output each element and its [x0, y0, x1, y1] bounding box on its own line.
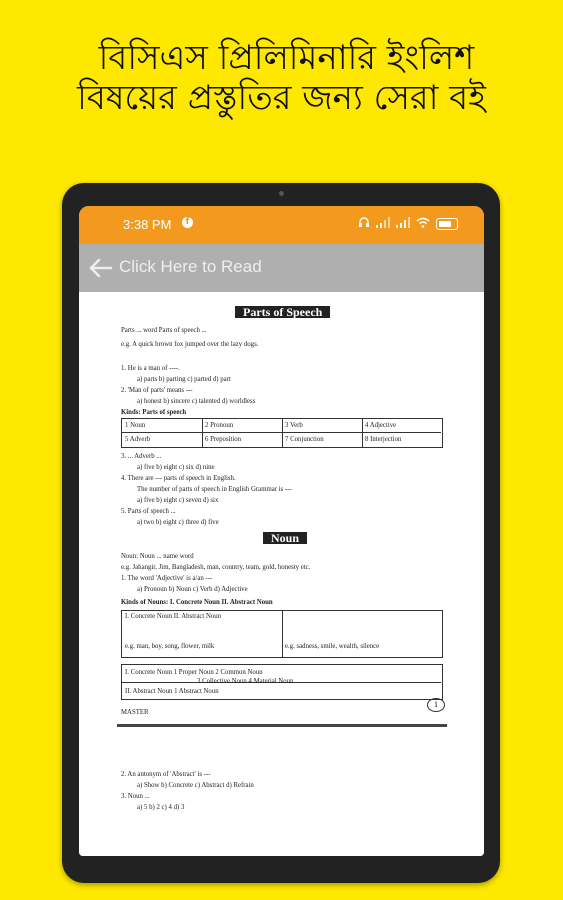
status-bar: [79, 206, 484, 244]
headphones-icon: [358, 216, 370, 232]
kinds-label: Kinds: Parts of speech: [121, 409, 187, 416]
section-title-parts-of-speech: Parts of Speech: [235, 306, 330, 318]
doc-line: a) Show b) Concrete c) Abstract d) Refrain: [137, 782, 254, 789]
tablet-screen: [79, 206, 484, 856]
section-title-noun: Noun: [263, 532, 307, 544]
doc-line: 3. ... Adverb ...: [121, 453, 162, 460]
headline-line-2: বিষয়ের প্রস্তুতির জন্য সেরা বই: [77, 78, 486, 118]
doc-line: 5. Parts of speech ...: [121, 508, 176, 515]
doc-line: The number of parts of speech in English Grammar is ---: [137, 486, 292, 493]
kinds-cell: 1 Noun: [125, 422, 146, 429]
doc-line: Kinds of Nouns: I. Concrete Noun II. Abstract Noun: [121, 599, 273, 606]
kinds-cell: 8 Interjection: [365, 436, 402, 443]
doc-line: Parts ... word Parts of speech ...: [121, 327, 207, 334]
tablet-frame: [62, 183, 500, 883]
next-page-preview: [117, 770, 459, 850]
doc-line: a) five b) eight c) seven d) six: [137, 497, 219, 504]
doc-line: 1. The word 'Adjective' is a/an ---: [121, 575, 213, 582]
wifi-icon: [416, 217, 430, 232]
status-icons: [358, 216, 458, 232]
headline-line-1: বিসিএস প্রিলিমিনারি ইংলিশ: [98, 38, 475, 78]
camera-dot: [279, 191, 284, 196]
doc-line: e.g. Jahangir, Jim, Bangladesh, man, country, team, gold, honesty etc.: [121, 564, 311, 571]
doc-line: 1. He is a man of ----.: [121, 365, 180, 372]
doc-line: 3. Noun ...: [121, 793, 150, 800]
signal-icon: [376, 217, 390, 232]
doc-line: a) 5 b) 2 c) 4 d) 3: [137, 804, 185, 811]
read-link[interactable]: Click Here to Read: [119, 257, 262, 276]
doc-line: a) two b) eight c) three d) five: [137, 519, 219, 526]
promo-headline: [0, 38, 563, 118]
signal-icon-2: [396, 217, 410, 232]
doc-line: 4. There are --- parts of speech in English.: [121, 475, 236, 482]
battery-icon: [436, 218, 458, 230]
facebook-icon: f: [182, 217, 193, 228]
footer-label: MASTER: [121, 709, 149, 716]
doc-line: 2. 'Man of parts' means ---: [121, 387, 193, 394]
arrow-left-icon[interactable]: [87, 256, 113, 280]
doc-line: 2. An antonym of 'Abstract' is ---: [121, 771, 211, 778]
kinds-cell: 4 Adjective: [365, 422, 397, 429]
doc-line: e.g. sadness, smile, wealth, silence: [285, 643, 380, 650]
doc-line: a) Pronoun b) Noun c) Verb d) Adjective: [137, 586, 248, 593]
doc-line: e.g. man, boy, song, flower, milk: [125, 643, 215, 650]
kinds-cell: 7 Conjunction: [285, 436, 324, 443]
doc-line: II. Abstract Noun 1 Abstract Noun: [125, 688, 219, 695]
doc-line: e.g. A quick brown fox jumped over the lazy dogs.: [121, 341, 259, 348]
doc-line: I. Concrete Noun II. Abstract Noun: [125, 613, 222, 620]
kinds-cell: 6 Preposition: [205, 436, 242, 443]
doc-line: I. Concrete Noun 1 Proper Noun 2 Common Noun: [125, 669, 263, 676]
scanned-page: [117, 300, 459, 760]
kinds-cell: 5 Adverb: [125, 436, 151, 443]
app-bar: [79, 244, 484, 292]
kinds-cell: 2 Pronoun: [205, 422, 234, 429]
doc-line: Noun: Noun ... name word: [121, 553, 194, 560]
page-divider: [117, 724, 447, 727]
doc-line: a) parts b) parting c) parted d) part: [137, 376, 231, 383]
status-time: 3:38 PM: [123, 217, 172, 232]
doc-line: a) honest b) sincere c) talented d) worldless: [137, 398, 256, 405]
doc-line: 3 Collective Noun 4 Material Noun: [197, 678, 294, 685]
doc-line: a) five b) eight c) six d) nine: [137, 464, 215, 471]
document-viewer[interactable]: [79, 292, 484, 856]
page-number: 1: [427, 698, 445, 712]
kinds-cell: 3 Verb: [285, 422, 303, 429]
